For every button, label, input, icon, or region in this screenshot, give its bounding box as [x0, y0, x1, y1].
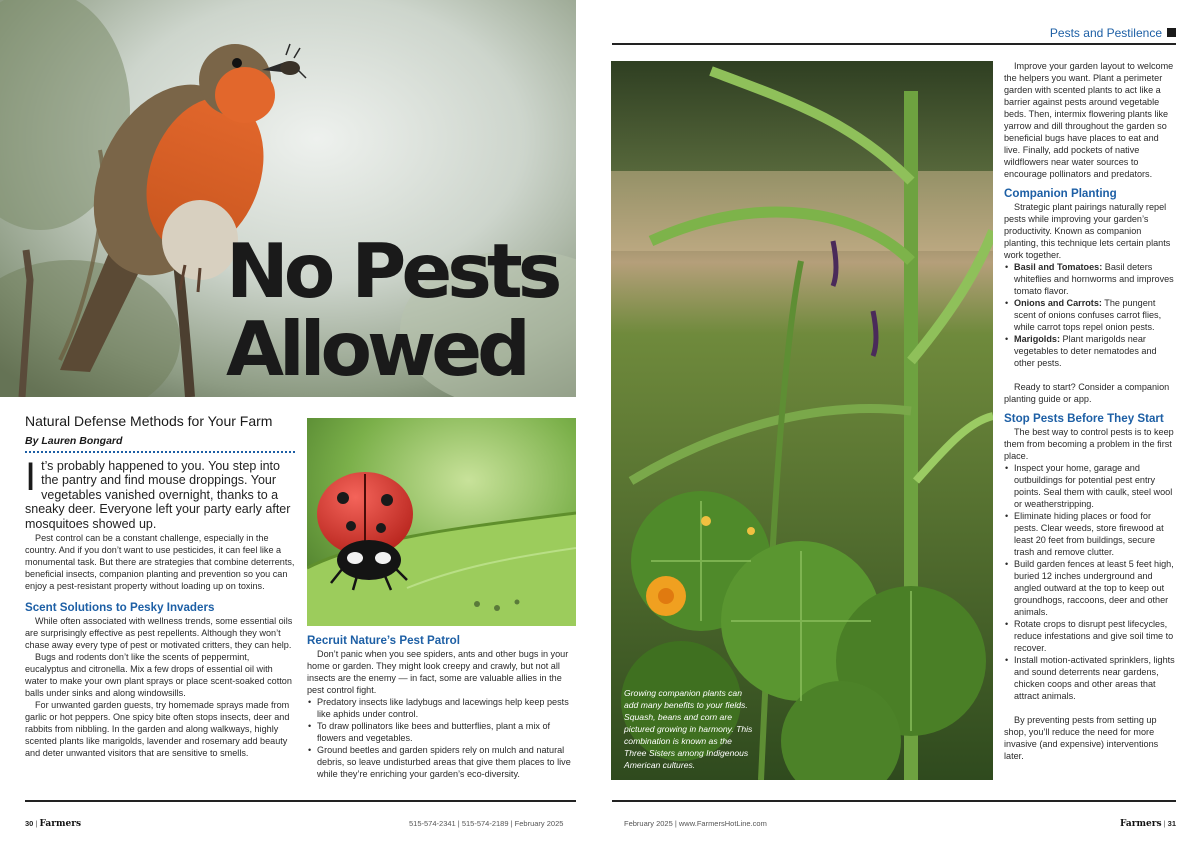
footer-contact-left: 515-574-2341 | 515-574-2189 | February 2025: [409, 819, 564, 828]
brand-logo-left: Farmers: [39, 819, 82, 829]
column-2: [307, 634, 575, 780]
footer-right: Farmers | 31: [1119, 819, 1176, 829]
byline-divider: [25, 451, 295, 453]
column-3: [1004, 60, 1176, 762]
list-item: • To draw pollinators like bees and butterflies, plant a mix of flowers and vegetables.: [307, 720, 575, 744]
intro-paragraph: [25, 455, 295, 531]
intro-text: t’s probably happened to you. You step into the pantry and find mouse droppings. Your vegetables vanished overnight, thanks to a sneaky deer. Everyone left your party early after mosquitoes showed up.: [25, 459, 291, 531]
title-line-1: No Pests: [226, 227, 558, 315]
paragraph: For unwanted garden guests, try homemade sprays made from garlic or hot peppers. One spicy bite often stops insects, deer and rabbits from nibbling. In the garden and along walkways, highly scented plants like marigolds, lavender and rosemary add beauty and deter unwanted visitors that are sensitive to smells.: [25, 700, 290, 759]
section-heading: Recruit Nature’s Pest Patrol: [307, 634, 460, 647]
article-subtitle: Natural Defense Methods for Your Farm: [25, 413, 273, 429]
page-number-left: 30: [25, 819, 34, 828]
footer-contact-right: February 2025 | www.FarmersHotLine.com: [624, 819, 767, 828]
footer-rule-left: [25, 800, 576, 802]
column-1: [25, 455, 295, 759]
photo-caption: Growing companion plants can add many benefits to your fields. Squash, beans and corn are pictured growing in harmony. This combination is known as the Three Sisters among Indigenous American cultures.: [624, 688, 753, 770]
garden-photo: [611, 61, 993, 780]
paragraph: Pest control can be a constant challenge, especially in the country. And if you don’t want to use pesticides, it can feel like a monumental task. But there are strategies that combine deterrents, beneficial insects, companion planting and prevention so you can enjoy a pest-resistant property without loading up on toxins.: [25, 533, 295, 592]
paragraph: Bugs and rodents don’t like the scents of peppermint, eucalyptus and citronella. Mix a few drops of essential oil with water to make your own plant sprays or place scent-soaked cotton balls under sinks and along windowsills.: [25, 652, 292, 699]
article-title: [226, 227, 576, 393]
paragraph: While often associated with wellness trends, some essential oils are surprisingly effective as pest repellents. Although they won’t chase away every type of pest or motivated critters, they can help.: [25, 616, 293, 651]
paragraph: By preventing pests from setting up shop, you’ll reduce the need for more invasive (and expensive) interventions later.: [1004, 715, 1159, 761]
list-item: • Inspect your home, garage and outbuildings for potential pest entry points. Seal them with caulk, steel wool or weatherstripping.: [1004, 462, 1176, 510]
section-heading: Stop Pests Before They Start: [1004, 412, 1164, 425]
title-line-2: Allowed: [226, 305, 526, 393]
paragraph: Don’t panic when you see spiders, ants and other bugs in your home or garden. They might look creepy and crawly, but not all insects are the enemy — in fact, some are valuable allies in the pest control fight.: [307, 649, 569, 695]
ladybug-photo: [307, 418, 576, 626]
bullet-list: [307, 696, 575, 780]
list-item: • Rotate crops to disrupt pest lifecycles, reduce infestations and give soil time to recover.: [1004, 618, 1176, 654]
drop-cap: I: [25, 455, 37, 499]
page-number-right: 31: [1167, 819, 1176, 828]
bullet-list: [1004, 261, 1176, 369]
brand-logo-right: Farmers: [1119, 819, 1162, 829]
bullet-list: [1004, 462, 1176, 702]
byline: By Lauren Bongard: [25, 435, 123, 447]
list-item: • Eliminate hiding places or food for pests. Clear weeds, store firewood at least 20 feet from buildings, secure trash and remove clutter.: [1004, 510, 1176, 558]
paragraph: Improve your garden layout to welcome the helpers you want. Plant a perimeter garden with scented plants to act like a barrier against pests around vegetable beds. Then, intermix flowering plants like yarrow and dill throughout the garden so beneficial bugs have places to eat and live. Finally, add pockets of native wildflowers near water sources to encourage pollinators and predators.: [1004, 61, 1174, 179]
paragraph: Strategic plant pairings naturally repel pests while improving your garden’s productivity. Known as companion planting, this technique lets certain plants work together.: [1004, 202, 1171, 260]
section-heading: Scent Solutions to Pesky Invaders: [25, 601, 215, 615]
header-square-icon: [1167, 28, 1176, 37]
list-item: • Ground beetles and garden spiders rely on mulch and natural debris, so leave undisturbed areas that give them places to live while they’re enriching your garden’s eco-diversity.: [307, 744, 575, 780]
list-item: • Basil and Tomatoes: Basil deters whiteflies and hornworms and improves tomato flavor.: [1004, 261, 1176, 297]
header-rule-right: [612, 43, 1176, 45]
list-item: • Install motion-activated sprinklers, lights and sound deterrents near gardens, chicken coops and other areas that attract animals.: [1004, 654, 1176, 702]
section-label-right: Pests and Pestilence: [1049, 26, 1162, 40]
paragraph: The best way to control pests is to keep them from becoming a problem in the first place.: [1004, 427, 1174, 461]
paragraph: Ready to start? Consider a companion planting guide or app.: [1004, 382, 1170, 404]
section-heading: Companion Planting: [1004, 187, 1117, 200]
footer-rule-right: [612, 800, 1176, 802]
list-item: • Onions and Carrots: The pungent scent of onions confuses carrot flies, while carrot tops repel onion pests.: [1004, 297, 1176, 333]
list-item: • Build garden fences at least 5 feet high, buried 12 inches underground and angled outward at the top to keep out groundhogs, raccoons, deer and other animals.: [1004, 558, 1176, 618]
footer-left: 30 | Farmers: [25, 819, 82, 829]
list-item: • Marigolds: Plant marigolds near vegetables to deter nematodes and other pests.: [1004, 333, 1176, 369]
list-item: • Predatory insects like ladybugs and lacewings help keep pests like aphids under control.: [307, 696, 575, 720]
